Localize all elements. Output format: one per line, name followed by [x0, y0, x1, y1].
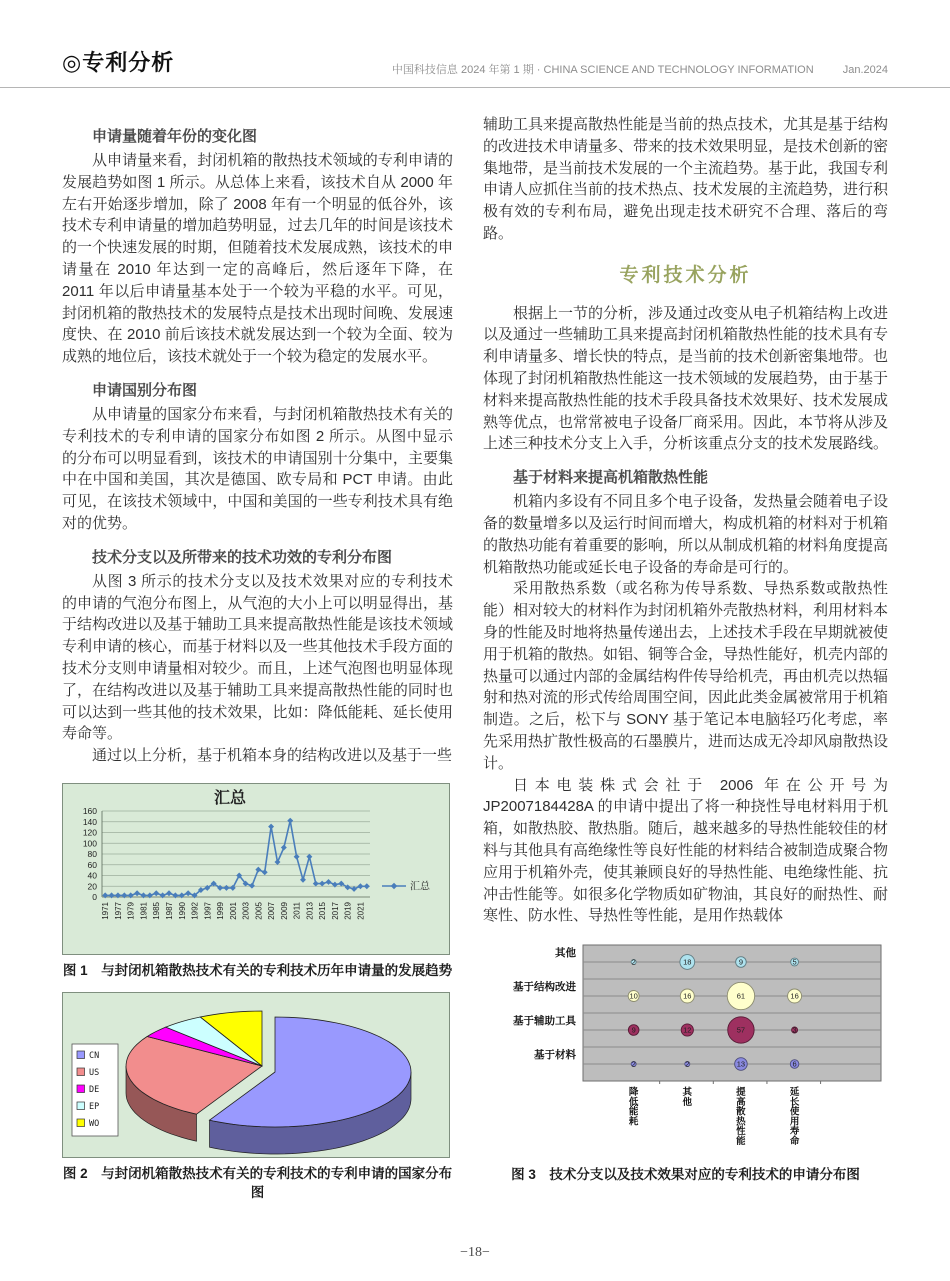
two-column-body [0, 88, 950, 1214]
journal-header [392, 61, 888, 77]
svg-text:2011: 2011 [292, 901, 302, 920]
svg-text:1987: 1987 [165, 901, 174, 920]
svg-text:120: 120 [82, 827, 97, 838]
svg-text:基于材料: 基于材料 [534, 1049, 576, 1062]
svg-text:5: 5 [792, 957, 797, 967]
svg-text:2013: 2013 [305, 901, 315, 920]
svg-text:基于辅助工具: 基于辅助工具 [513, 1015, 576, 1028]
svg-text:2005: 2005 [254, 901, 264, 920]
svg-text:60: 60 [87, 859, 97, 870]
page-header [0, 0, 950, 88]
left-column [62, 114, 453, 1214]
fig1-caption: 图 1 与封闭机箱散热技术有关的专利技术历年申请量的发展趋势 [62, 962, 453, 978]
svg-text:57: 57 [736, 1025, 746, 1035]
svg-text:12: 12 [683, 1025, 692, 1035]
svg-text:汇总: 汇总 [213, 789, 247, 807]
svg-text:1999: 1999 [216, 901, 226, 920]
svg-text:160: 160 [82, 805, 97, 816]
svg-text:2019: 2019 [343, 901, 353, 920]
heading-material-based: 基于材料来提高机箱散热性能 [513, 469, 709, 487]
svg-text:延长使用寿命: 延长使用寿命 [789, 1087, 800, 1148]
heading-branch-effect: 技术分支以及所带来的技术功效的专利分布图 [92, 548, 393, 566]
svg-text:61: 61 [736, 991, 746, 1001]
svg-text:0: 0 [92, 891, 97, 902]
svg-text:基于结构改进: 基于结构改进 [513, 981, 576, 994]
svg-text:CN: CN [89, 1050, 100, 1061]
heading-yearly-trend: 申请量随着年份的变化图 [92, 128, 258, 145]
svg-text:1979: 1979 [126, 901, 136, 920]
svg-text:140: 140 [82, 816, 97, 827]
svg-text:其他: 其他 [682, 1087, 693, 1108]
svg-text:汇总: 汇总 [410, 881, 430, 893]
svg-text:提高散热性能: 提高散热性能 [736, 1087, 746, 1148]
svg-text:2017: 2017 [330, 901, 340, 920]
svg-text:2007: 2007 [267, 901, 277, 920]
svg-text:9: 9 [631, 1025, 636, 1035]
svg-text:16: 16 [683, 991, 692, 1001]
svg-text:1981: 1981 [139, 901, 149, 920]
svg-text:100: 100 [82, 838, 97, 849]
svg-text:13: 13 [736, 1059, 746, 1069]
fig3-bubble-chart [483, 941, 888, 1159]
svg-text:6: 6 [792, 1059, 797, 1069]
svg-text:3: 3 [792, 1025, 797, 1035]
svg-text:1971: 1971 [101, 901, 111, 920]
pie-chart-svg [62, 992, 450, 1158]
right-column [483, 114, 888, 1214]
fig2-pie-chart [62, 992, 453, 1158]
svg-text:WO: WO [89, 1118, 100, 1129]
svg-text:1985: 1985 [152, 901, 162, 920]
svg-text:40: 40 [87, 870, 97, 881]
svg-text:2001: 2001 [228, 901, 238, 920]
paragraph: 辅助工具来提高散热性能是当前的热点技术，尤其是基于结构的改进技术申请量多、带来的技术效果明显，是技术创新的密集地带，是当前技术发展的一个主流趋势。基于此，我国专利申请人应抓住当前的技术热点、技术发展的主流趋势，进行积极有效的专利布局，避免出现走技术研究不合理、落后的弯路。 [483, 116, 889, 242]
svg-text:降低能耗: 降低能耗 [628, 1087, 639, 1128]
line-chart-svg [62, 783, 450, 955]
paragraph: 从图 3 所示的技术分支以及技术效果对应的专利技术的申请的气泡分布图上，从气泡的大小上可以明显得出，基于结构改进以及基于辅助工具来提高散热性能是该技术领域专利申请的核心，而基于材料以及一些其他技术手段方面的技术分支则申请量相对较少。而且，上述气泡图也明显体现了，在结构改进以及基于辅助工具来提高散热性能的同时也可以达到一些其他的技术效果，比如：降低能耗、延长使用寿命等。 [62, 572, 453, 743]
svg-text:2021: 2021 [356, 901, 366, 920]
svg-text:18: 18 [683, 957, 692, 967]
heading-country-distribution: 申请国别分布图 [92, 381, 198, 399]
svg-text:10: 10 [629, 991, 638, 1001]
svg-text:2: 2 [685, 1059, 690, 1069]
fig1-line-chart [62, 783, 453, 955]
svg-text:2: 2 [631, 1059, 636, 1069]
svg-text:2009: 2009 [279, 901, 289, 920]
svg-text:2: 2 [631, 957, 636, 967]
column-section-label: ◎专利分析 [62, 50, 175, 75]
svg-text:2015: 2015 [318, 901, 328, 920]
paragraph: 根据上一节的分析，涉及通过改变从电子机箱结构上改进以及通过一些辅助工具来提高封闭机箱散热性能的技术具有专利申请量多、增长快的特点，是当前的技术创新密集地带。也体现了封闭机箱散热性能这一技术领域的发展趋势，由于基于材料来提高散热性能的技术手段具备技术效果好、技术发展成熟等优点，也常常被电子设备厂商采用。因此，本节将从涉及上述三种技术分支上入手，分析该重点分支的技术发展路线。 [483, 304, 889, 453]
paragraph: 机箱内多设有不同且多个电子设备，发热量会随着电子设备的数量增多以及运行时间而增大，构成机箱的材料对于机箱的散热功能有着重要的影响，所以从制成机箱的材料角度提高机箱散热功能或延长电子设备的寿命是可行的。 [483, 493, 889, 576]
section-heading-patent-analysis: 专利技术分析 [619, 264, 752, 286]
svg-text:20: 20 [87, 881, 97, 892]
svg-text:1992: 1992 [190, 901, 200, 920]
fig3-caption: 图 3 技术分支以及技术效果对应的专利技术的申请分布图 [511, 1167, 860, 1183]
svg-text:9: 9 [738, 957, 744, 967]
journal-date: Jan.2024 [842, 64, 888, 76]
svg-text:16: 16 [790, 991, 799, 1001]
fig2-caption: 图 2 与封闭机箱散热技术有关的专利技术的专利申请的国家分布图 [62, 1165, 453, 1200]
paragraph: 从申请量来看，封闭机箱的散热技术领域的专利申请的发展趋势如图 1 所示。从总体上来看，该技术自从 2000 年左右开始逐步增加，除了 2008 年有一个明显的低谷外，该技术专利申请量的增加趋势明显，过去几年的时间是该技术的一个快速发展的时期，但随着技术发展成熟，该技术的申请量在 2010 年达到一定的高峰后，然后逐年下降，在 2011 年以后申请量基本处于一个较为平稳的水平。可见，封闭机箱的散热技术的发展特点是技术出现时间晚、发展速度快、在 2010 前后该技术就发展达到一个较为全面、较为成熟的地位后，该技术就处于一个较为稳定的发展水平。 [62, 152, 453, 366]
svg-text:2003: 2003 [241, 901, 251, 920]
paragraph: 通过以上分析，基于机箱本身的结构改进以及基于一些 [92, 747, 453, 765]
bubble-chart-svg [483, 941, 888, 1159]
journal-title: 中国科技信息 2024 年第 1 期 · CHINA SCIENCE AND TECHNOLOGY INFORMATION [391, 64, 814, 76]
page-number: −18− [460, 1245, 490, 1260]
svg-text:其他: 其他 [555, 947, 576, 960]
svg-text:1977: 1977 [113, 901, 123, 920]
svg-text:DE: DE [89, 1084, 100, 1095]
svg-text:US: US [89, 1067, 100, 1078]
svg-text:EP: EP [89, 1101, 100, 1112]
paragraph: 从申请量的国家分布来看，与封闭机箱散热技术有关的专利技术的专利申请的国家分布如图 2 所示。从图中显示的分布可以明显看到，该技术的申请国别十分集中，主要集中在中国和美国，其次是德国、欧专局和 PCT 申请。由此可见，在该技术领域中，中国和美国的一些专利技术具有绝对的优势。 [62, 405, 453, 532]
paragraph: 采用散热系数（或名称为传导系数、导热系数或散热性能）相对较大的材料作为封闭机箱外壳散热材料，利用材料本身的性能及时地将热量传递出去，上述技术手段在早期就被使用于机箱的散热。如铝、铜等合金，导热性能好，机壳内部的热量可以通过内部的金属结构件传导给机壳，再由机壳以热辐射和热对流的形式传给周围空间，因此此类金属被常用于机箱制造。之后，松下与 SONY 基于笔记本电脑轻巧化考虑，率先采用热扩散性极高的石墨膜片，进而达成无冷却风扇散热设计。 [483, 580, 889, 772]
svg-text:80: 80 [87, 848, 97, 859]
paragraph: 日本电装株式会社于 2006 年在公开号为 JP2007184428A 的申请中提出了将一种挠性导电材料用于机箱，如散热胶、散热脂。随后，越来越多的导热性能较佳的材料与其他具有高绝缘性等良好性能的材料结合被制造成聚合物应用于机箱外壳，使其兼顾良好的导热性能、电绝缘性能、抗冲击性能等。如很多化学物质如矿物油，其良好的耐热性、耐寒性、防水性、导热性等性能，是用作热载体 [483, 776, 889, 925]
svg-text:1997: 1997 [203, 901, 213, 920]
svg-text:1990: 1990 [177, 901, 187, 920]
